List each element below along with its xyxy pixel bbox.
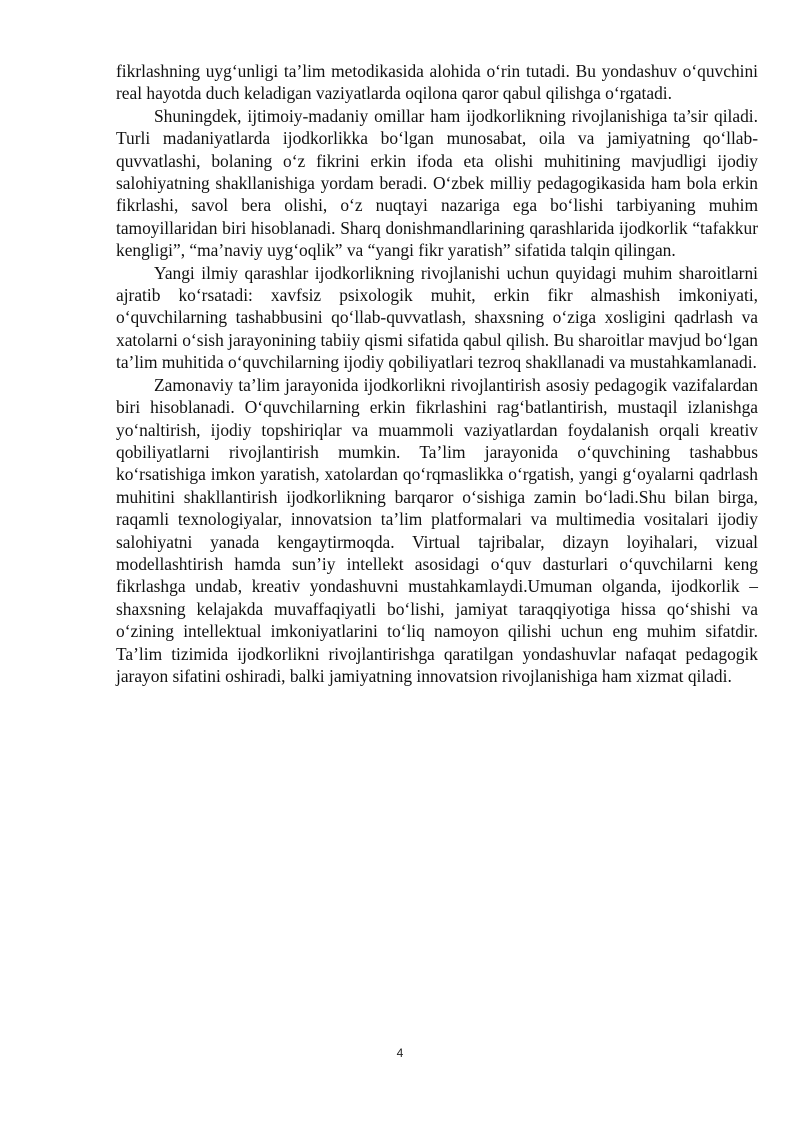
page-number: 4 <box>396 1046 404 1060</box>
paragraph-sociocultural-factors: Shuningdek, ijtimoiy-madaniy omillar ham ijodkorlikning rivojlanishiga ta’sir qiladi. Turli madaniyatlarda ijodkorlikka bo‘lgan munosabat, oila va jamiyatning qo‘llab-quvvatlashi, bolaning o‘z fikrini erkin ifoda eta olishi muhitining mavjudligi ijodiy salohiyatning shakllanishiga yordam beradi. O‘zbek milliy pedagogikasida ham bola erkin fikrlashi, savol bera olishi, o‘z nuqtayi nazariga ega bo‘lishi tarbiyaning muhim tamoyillaridan biri hisoblanadi. Sharq donishmandlarining qarashlarida ijodkorlik “tafakkur kengligi”, “ma’naviy uyg‘oqlik” va “yangi fikr yaratish” sifatida talqin qilingan. <box>116 105 758 261</box>
document-body <box>116 60 758 687</box>
paragraph-modern-education: Zamonaviy ta’lim jarayonida ijodkorlikni rivojlantirish asosiy pedagogik vazifalardan biri hisoblanadi. O‘quvchilarning erkin fikrlashini rag‘batlantirish, mustaqil izlanishga yo‘naltirish, ijodiy topshiriqlar va muammoli vaziyatlardan foydalanish orqali kreativ qobiliyatlarni rivojlantirish mumkin. Ta’lim jarayonida o‘quvchining tashabbus ko‘rsatishiga imkon yaratish, xatolardan qo‘rqmaslikka o‘rgatish, yangi g‘oyalarni qadrlash muhitini shakllantirish ijodkorlikning barqaror o‘sishiga zamin bo‘ladi.Shu bilan birga, raqamli texnologiyalar, innovatsion ta’lim platformalari va multimedia vositalari ijodiy salohiyatni yanada kengaytirmoqda. Virtual tajribalar, dizayn loyihalari, vizual modellashtirish hamda sun’iy intellekt asosidagi o‘quv dasturlari o‘quvchilarni keng fikrlashga undab, kreativ yondashuvni mustahkamlaydi.Umuman olganda, ijodkorlik – shaxsning kelajakda muvaffaqiyatli bo‘lishi, jamiyat taraqqiyotiga hissa qo‘shishi va o‘zining intellektual imkoniyatlarini to‘liq namoyon qilishi uchun eng muhim sifatdir. Ta’lim tizimida ijodkorlikni rivojlantirishga qaratilgan yondashuvlar nafaqat pedagogik jarayon sifatini oshiradi, balki jamiyatning innovatsion rivojlanishiga ham xizmat qiladi. <box>116 374 758 686</box>
paragraph-scientific-views: Yangi ilmiy qarashlar ijodkorlikning rivojlanishi uchun quyidagi muhim sharoitlarni ajratib ko‘rsatadi: xavfsiz psixologik muhit, erkin fikr almashish imkoniyati, o‘quvchilarning tashabbusini qo‘llab-quvvatlash, shaxsning o‘ziga xosligini qadrlash va xatolarni o‘sish jarayonining tabiiy qismi sifatida qabul qilish. Bu sharoitlar mavjud bo‘lgan ta’lim muhitida o‘quvchilarning ijodiy qobiliyatlari tezroq shakllanadi va mustahkamlanadi. <box>116 262 758 373</box>
paragraph-continuation: fikrlashning uyg‘unligi ta’lim metodikasida alohida o‘rin tutadi. Bu yondashuv o‘quvchini real hayotda duch keladigan vaziyatlarda oqilona qaror qabul qilishga o‘rgatadi. <box>116 61 758 104</box>
